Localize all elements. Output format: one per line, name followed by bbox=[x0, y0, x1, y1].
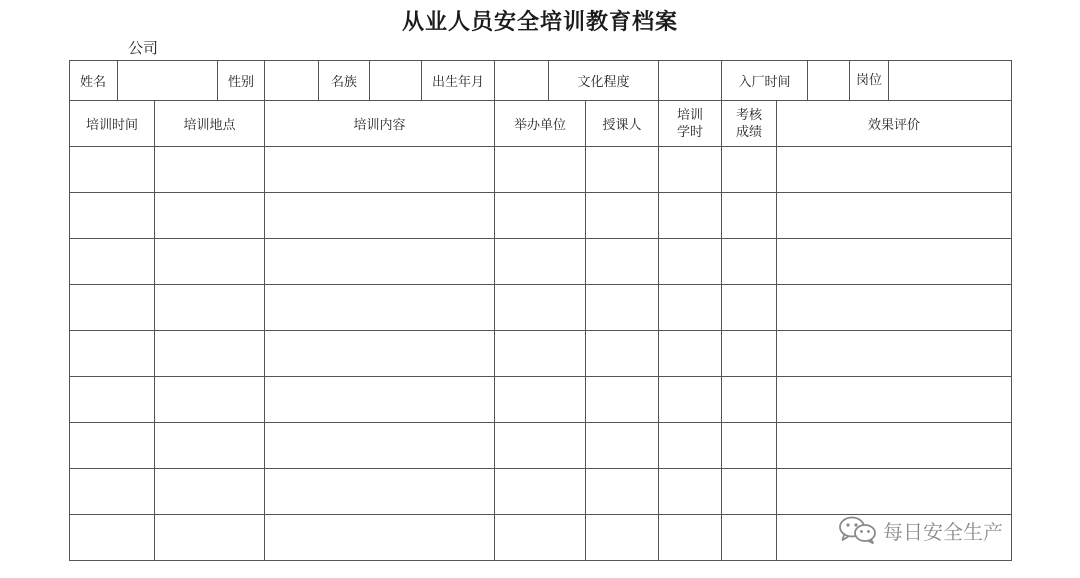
column-header-row bbox=[70, 101, 1012, 147]
cell-organizer[interactable] bbox=[495, 515, 586, 561]
cell-location[interactable] bbox=[155, 285, 265, 331]
birth-label: 出生年月 bbox=[422, 61, 495, 101]
cell-hours[interactable] bbox=[659, 423, 722, 469]
cell-lecturer[interactable] bbox=[586, 423, 659, 469]
cell-location[interactable] bbox=[155, 377, 265, 423]
cell-location[interactable] bbox=[155, 147, 265, 193]
table-row bbox=[70, 331, 1012, 377]
birth-field[interactable] bbox=[495, 61, 549, 101]
header-organizer: 举办单位 bbox=[495, 101, 586, 147]
gender-label: 性别 bbox=[218, 61, 265, 101]
cell-lecturer[interactable] bbox=[586, 239, 659, 285]
education-label: 文化程度 bbox=[549, 61, 659, 101]
cell-evaluation[interactable] bbox=[777, 423, 1012, 469]
post-cell bbox=[850, 61, 1012, 101]
cell-location[interactable] bbox=[155, 331, 265, 377]
cell-time[interactable] bbox=[70, 469, 155, 515]
cell-content[interactable] bbox=[265, 147, 495, 193]
company-label: 公司 bbox=[128, 39, 159, 57]
ethnicity-label: 名族 bbox=[319, 61, 370, 101]
cell-time[interactable] bbox=[70, 147, 155, 193]
cell-evaluation[interactable] bbox=[777, 285, 1012, 331]
header-score-line2: 成绩 bbox=[736, 124, 763, 140]
name-label: 姓名 bbox=[70, 61, 118, 101]
cell-time[interactable] bbox=[70, 193, 155, 239]
cell-time[interactable] bbox=[70, 377, 155, 423]
cell-hours[interactable] bbox=[659, 377, 722, 423]
cell-location[interactable] bbox=[155, 515, 265, 561]
cell-evaluation[interactable] bbox=[777, 239, 1012, 285]
cell-time[interactable] bbox=[70, 423, 155, 469]
cell-hours[interactable] bbox=[659, 331, 722, 377]
table-row bbox=[70, 423, 1012, 469]
cell-hours[interactable] bbox=[659, 469, 722, 515]
cell-content[interactable] bbox=[265, 331, 495, 377]
entry-date-label: 入厂时间 bbox=[722, 61, 808, 101]
cell-organizer[interactable] bbox=[495, 285, 586, 331]
cell-score[interactable] bbox=[722, 285, 777, 331]
post-field[interactable] bbox=[889, 61, 1011, 100]
cell-score[interactable] bbox=[722, 239, 777, 285]
cell-content[interactable] bbox=[265, 469, 495, 515]
cell-score[interactable] bbox=[722, 147, 777, 193]
header-training-content: 培训内容 bbox=[265, 101, 495, 147]
cell-hours[interactable] bbox=[659, 515, 722, 561]
personal-info-row bbox=[70, 61, 1012, 101]
header-training-hours bbox=[659, 101, 722, 147]
table-row bbox=[70, 193, 1012, 239]
cell-hours[interactable] bbox=[659, 285, 722, 331]
cell-score[interactable] bbox=[722, 469, 777, 515]
wechat-icon bbox=[838, 516, 878, 544]
cell-score[interactable] bbox=[722, 331, 777, 377]
post-label: 岗位 bbox=[850, 61, 889, 100]
cell-location[interactable] bbox=[155, 193, 265, 239]
cell-organizer[interactable] bbox=[495, 331, 586, 377]
table-row bbox=[70, 469, 1012, 515]
header-training-time: 培训时间 bbox=[70, 101, 155, 147]
watermark-text: 每日安全生产 bbox=[883, 519, 1003, 544]
table-row bbox=[70, 239, 1012, 285]
cell-score[interactable] bbox=[722, 193, 777, 239]
cell-time[interactable] bbox=[70, 285, 155, 331]
table-row bbox=[70, 285, 1012, 331]
header-hours-line2: 学时 bbox=[677, 124, 704, 140]
cell-evaluation[interactable] bbox=[777, 331, 1012, 377]
cell-organizer[interactable] bbox=[495, 469, 586, 515]
header-assessment-score bbox=[722, 101, 777, 147]
cell-evaluation[interactable] bbox=[777, 147, 1012, 193]
cell-location[interactable] bbox=[155, 469, 265, 515]
cell-lecturer[interactable] bbox=[586, 377, 659, 423]
cell-content[interactable] bbox=[265, 285, 495, 331]
cell-location[interactable] bbox=[155, 239, 265, 285]
cell-time[interactable] bbox=[70, 515, 155, 561]
cell-time[interactable] bbox=[70, 331, 155, 377]
cell-organizer[interactable] bbox=[495, 147, 586, 193]
cell-lecturer[interactable] bbox=[586, 147, 659, 193]
cell-score[interactable] bbox=[722, 377, 777, 423]
cell-content[interactable] bbox=[265, 423, 495, 469]
document-title: 从业人员安全培训教育档案 bbox=[401, 9, 678, 35]
table-row bbox=[70, 147, 1012, 193]
header-lecturer: 授课人 bbox=[586, 101, 659, 147]
cell-organizer[interactable] bbox=[495, 377, 586, 423]
cell-content[interactable] bbox=[265, 193, 495, 239]
cell-lecturer[interactable] bbox=[586, 469, 659, 515]
cell-organizer[interactable] bbox=[495, 193, 586, 239]
cell-evaluation[interactable] bbox=[777, 193, 1012, 239]
cell-lecturer[interactable] bbox=[586, 193, 659, 239]
cell-content[interactable] bbox=[265, 239, 495, 285]
cell-time[interactable] bbox=[70, 239, 155, 285]
cell-score[interactable] bbox=[722, 515, 777, 561]
cell-evaluation[interactable] bbox=[777, 377, 1012, 423]
ethnicity-field[interactable] bbox=[370, 61, 422, 101]
header-effect-evaluation: 效果评价 bbox=[777, 101, 1012, 147]
cell-content[interactable] bbox=[265, 515, 495, 561]
cell-organizer[interactable] bbox=[495, 423, 586, 469]
training-record-table bbox=[69, 60, 1012, 561]
cell-hours[interactable] bbox=[659, 147, 722, 193]
gender-field[interactable] bbox=[265, 61, 319, 101]
education-field[interactable] bbox=[659, 61, 722, 101]
name-field[interactable] bbox=[118, 61, 218, 101]
cell-organizer[interactable] bbox=[495, 239, 586, 285]
watermark bbox=[838, 516, 1003, 544]
header-score-line1: 考核 bbox=[736, 107, 763, 123]
cell-score[interactable] bbox=[722, 423, 777, 469]
table-row bbox=[70, 377, 1012, 423]
cell-lecturer[interactable] bbox=[586, 331, 659, 377]
cell-location[interactable] bbox=[155, 423, 265, 469]
cell-lecturer[interactable] bbox=[586, 515, 659, 561]
header-hours-line1: 培训 bbox=[677, 107, 704, 123]
cell-hours[interactable] bbox=[659, 193, 722, 239]
cell-evaluation[interactable] bbox=[777, 469, 1012, 515]
cell-hours[interactable] bbox=[659, 239, 722, 285]
entry-date-field[interactable] bbox=[808, 61, 850, 101]
cell-lecturer[interactable] bbox=[586, 285, 659, 331]
cell-content[interactable] bbox=[265, 377, 495, 423]
header-training-location: 培训地点 bbox=[155, 101, 265, 147]
